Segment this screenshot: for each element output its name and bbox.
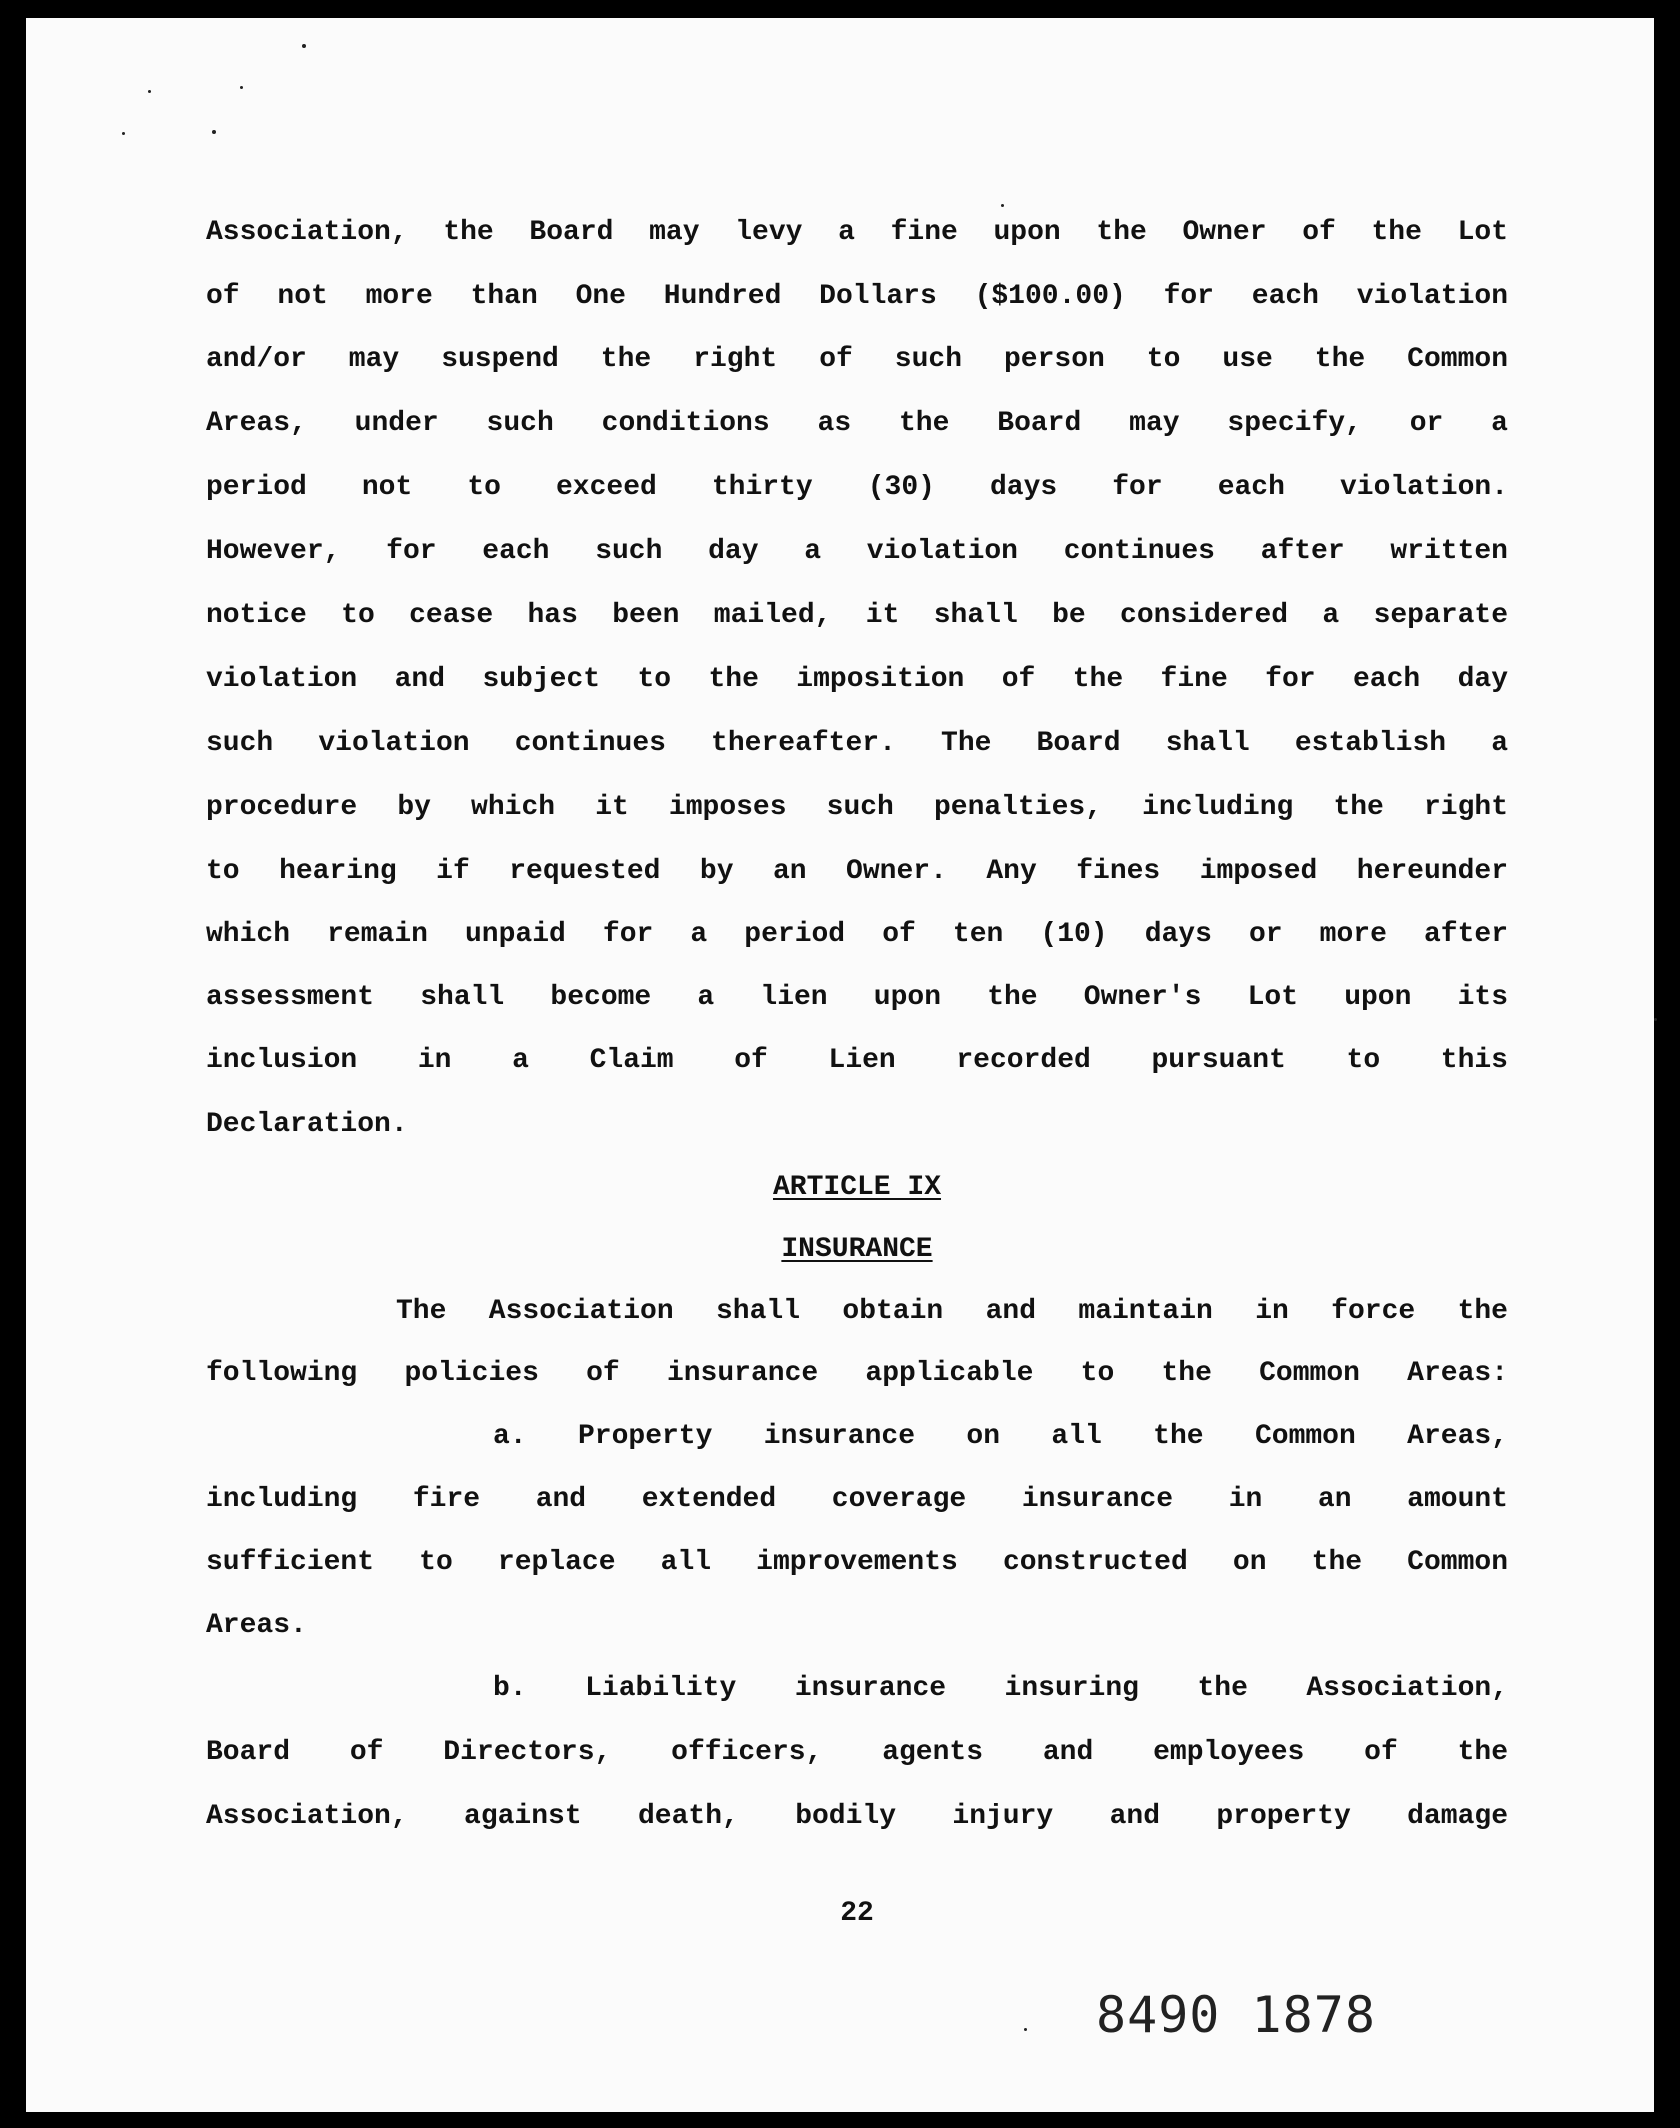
text-line: such violation continues thereafter. The Board shall establish a bbox=[206, 728, 1508, 759]
scan-speck bbox=[1024, 2028, 1027, 2031]
scan-speck bbox=[1001, 204, 1004, 207]
scan-speck bbox=[148, 90, 151, 93]
scan-speck bbox=[212, 130, 216, 134]
text-line: inclusion in a Claim of Lien recorded pursuant to this bbox=[206, 1045, 1508, 1076]
text-line: period not to exceed thirty (30) days for each violation. bbox=[206, 472, 1508, 503]
text-line: However, for each such day a violation continues after written bbox=[206, 536, 1508, 567]
item-b-line: b. Liability insurance insuring the Association, bbox=[493, 1673, 1508, 1704]
text-line: procedure by which it imposes such penalties, including the right bbox=[206, 792, 1508, 823]
item-b-line: Board of Directors, officers, agents and employees of the bbox=[206, 1737, 1508, 1768]
scan-speck bbox=[240, 86, 243, 89]
document-page bbox=[26, 18, 1654, 2112]
scan-speck bbox=[122, 132, 125, 135]
item-a-line: a. Property insurance on all the Common Areas, bbox=[493, 1421, 1508, 1452]
text-line: which remain unpaid for a period of ten (10) days or more after bbox=[206, 919, 1508, 950]
scan-speck bbox=[1654, 1018, 1657, 1021]
scan-speck bbox=[302, 44, 306, 48]
intro-line: The Association shall obtain and maintain in force the bbox=[396, 1296, 1508, 1327]
text-line: of not more than One Hundred Dollars ($100.00) for each violation bbox=[206, 281, 1508, 312]
text-line: Association, the Board may levy a fine upon the Owner of the Lot bbox=[206, 217, 1508, 248]
text-line: and/or may suspend the right of such person to use the Common bbox=[206, 344, 1508, 375]
page-number: 22 bbox=[840, 1898, 874, 1929]
item-a-line: including fire and extended coverage insurance in an amount bbox=[206, 1484, 1508, 1515]
text-line: notice to cease has been mailed, it shall be considered a separate bbox=[206, 600, 1508, 631]
text-line: assessment shall become a lien upon the Owner's Lot upon its bbox=[206, 982, 1508, 1013]
article-heading: ARTICLE IX bbox=[772, 1172, 942, 1203]
item-a-line: Areas. bbox=[206, 1610, 307, 1641]
text-line: violation and subject to the imposition of the fine for each day bbox=[206, 664, 1508, 695]
text-line: Declaration. bbox=[206, 1109, 408, 1140]
text-line: to hearing if requested by an Owner. Any fines imposed hereunder bbox=[206, 856, 1508, 887]
item-a-line: sufficient to replace all improvements constructed on the Common bbox=[206, 1547, 1508, 1578]
article-title: INSURANCE bbox=[781, 1234, 933, 1265]
item-b-line: Association, against death, bodily injury and property damage bbox=[206, 1801, 1508, 1832]
text-line: Areas, under such conditions as the Board may specify, or a bbox=[206, 408, 1508, 439]
recording-stamp: 8490 1878 bbox=[1096, 1986, 1376, 2044]
intro-line: following policies of insurance applicable to the Common Areas: bbox=[206, 1358, 1508, 1389]
